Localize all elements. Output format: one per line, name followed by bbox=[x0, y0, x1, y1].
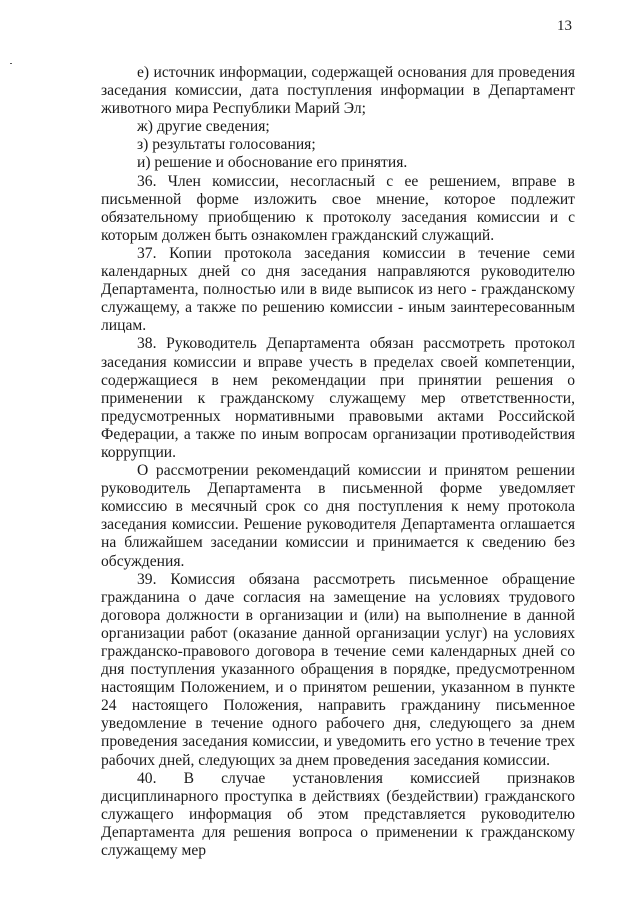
scan-artifact bbox=[10, 63, 12, 64]
paragraph-39: 39. Комиссия обязана рассмотреть письменное обращение гражданина о даче согласия на замещение на условиях трудового договора должности в организации и (или) на выполнение в данной организации работ (оказание данной организации услуг) на условиях гражданско-правового договора в течение семи календарных дней со дня поступления указанного обращения в порядке, предусмотренном настоящим Положением, и о принятом решении, указанном в пункте 24 настоящего Положения, направить гражданину письменное уведомление в течение одного рабочего дня, следующего за днем проведения заседания комиссии, и уведомить его устно в течение трех рабочих дней, следующих за днем проведения заседания комиссии. bbox=[101, 570, 575, 769]
paragraph-38-continued: О рассмотрении рекомендаций комиссии и принятом решении руководитель Департамента в письменной форме уведомляет комиссию в месячный срок со дня поступления к нему протокола заседания комиссии. Решение руководителя Департамента оглашается на ближайшем заседании комиссии и принимается к сведению без обсуждения. bbox=[101, 462, 575, 570]
paragraph-item-e: е) источник информации, содержащей основания для проведения заседания комиссии, дата поступления информации в Департамент животного мира Республики Марий Эл; bbox=[101, 64, 575, 118]
paragraph-item-i: и) решение и обоснование его принятия. bbox=[137, 154, 408, 172]
document-body bbox=[101, 64, 575, 860]
page-number: 13 bbox=[557, 18, 572, 34]
paragraph-38: 38. Руководитель Департамента обязан рассмотреть протокол заседания комиссии и вправе учесть в пределах своей компетенции, содержащиеся в нем рекомендации при принятии решения о применении к гражданскому служащему мер ответственности, предусмотренных нормативными правовыми актами Российской Федерации, а также по иным вопросам организации противодействия коррупции. bbox=[101, 335, 575, 461]
paragraph-36: 36. Член комиссии, несогласный с ее решением, вправе в письменной форме изложить свое мнение, которое подлежит обязательному приобщению к протоколу заседания комиссии и с которым должен быть ознакомлен гражданский служащий. bbox=[101, 172, 575, 244]
paragraph-37: 37. Копии протокола заседания комиссии в течение семи календарных дней со дня заседания направляются руководителю Департамента, полностью или в виде выписок из него - гражданскому служащему, а также по решению комиссии - иным заинтересованным лицам. bbox=[101, 244, 575, 335]
paragraph-40: 40. В случае установления комиссией признаков дисциплинарного проступка в действиях (бездействии) гражданского служащего информация об этом представляется руководителю Департамента для решения вопроса о применении к гражданскому служащему мер bbox=[101, 769, 575, 860]
paragraph-item-zh: ж) другие сведения; bbox=[137, 118, 270, 136]
paragraph-item-z: з) результаты голосования; bbox=[137, 136, 316, 154]
